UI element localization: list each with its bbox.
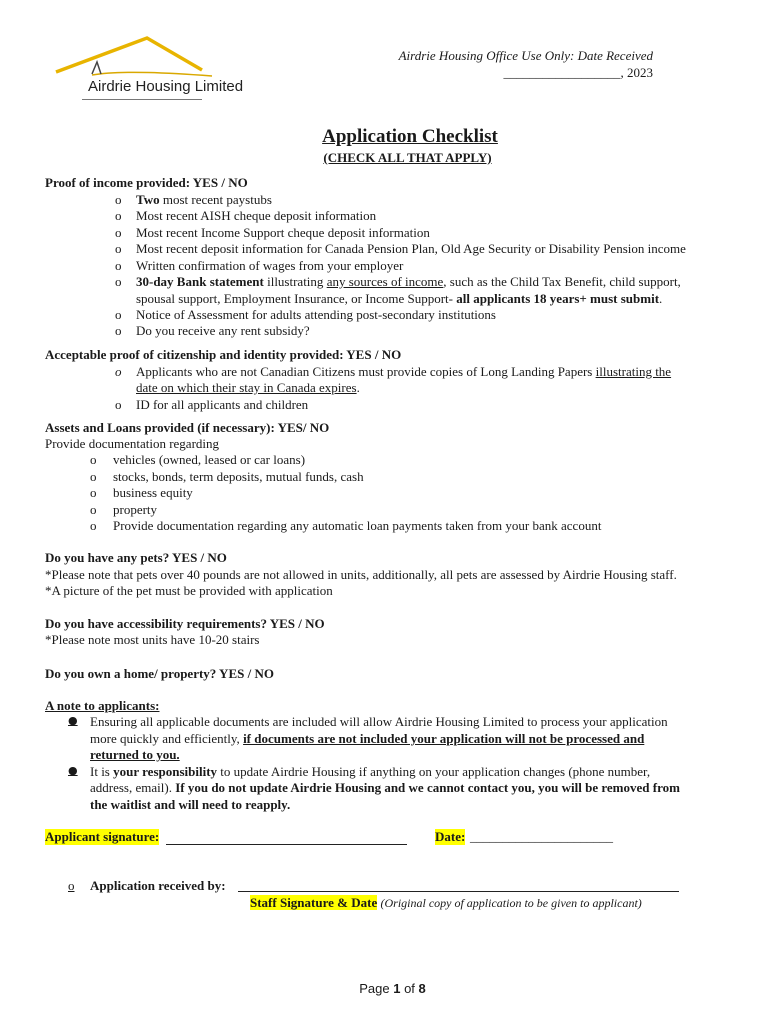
citizenship-item [136, 364, 671, 380]
income-heading: Proof of income provided: YES / NO [45, 175, 248, 190]
note-text-plain: more quickly and efficiently, [90, 731, 244, 746]
income-item-text: most recent paystubs [159, 192, 272, 207]
page-total: 8 [418, 981, 426, 996]
assets-item: Provide documentation regarding any automatic loan payments taken from your bank account [113, 518, 602, 533]
note-text [90, 731, 644, 747]
note-text-plain: to update Airdrie Housing if anything on your application changes (phone number, [217, 764, 651, 779]
applicant-signature-label: Applicant signature: [45, 829, 160, 844]
income-item-bold: 30-day Bank statement [136, 274, 264, 289]
page-subtitle: (CHECK ALL THAT APPLY) [323, 150, 492, 165]
assets-item: stocks, bonds, term deposits, mutual funds, cash [113, 469, 364, 484]
citizenship-item-text: Applicants who are not Canadian Citizens must provide copies of Long Landing Papers [136, 364, 596, 379]
date-label: Date: [435, 829, 466, 844]
checkbox-bullet[interactable]: o [90, 502, 97, 517]
accessibility-heading: Do you have accessibility requirements? YES / NO [45, 616, 325, 631]
staff-signature-note: (Original copy of application to be given to applicant) [380, 896, 642, 910]
income-item [136, 274, 681, 290]
income-item-text: illustrating [263, 274, 327, 289]
pets-note: *A picture of the pet must be provided with application [45, 583, 333, 598]
staff-signature-row [250, 895, 642, 911]
checkbox-bullet[interactable]: o [115, 241, 122, 256]
citizenship-item-continued [136, 380, 360, 396]
note-text [90, 764, 650, 780]
accessibility-note: *Please note most units have 10-20 stairs [45, 632, 260, 647]
note-text-bold: If you do not update Airdrie Housing and we cannot contact you, you will be removed from [175, 780, 680, 795]
page-of: of [400, 981, 419, 996]
checkbox-bullet[interactable]: o [115, 208, 122, 223]
pets-heading: Do you have any pets? YES / NO [45, 550, 227, 565]
checkbox-bullet[interactable]: o [115, 397, 122, 412]
checkbox-bullet[interactable]: o [115, 307, 122, 322]
logo-underline [82, 99, 202, 100]
assets-item: business equity [113, 485, 193, 500]
assets-item: vehicles (owned, leased or car loans) [113, 452, 306, 467]
income-item-bold: Two [136, 192, 160, 207]
checkbox-bullet[interactable]: o [115, 258, 122, 273]
page-current: 1 [393, 981, 401, 996]
citizenship-item-text: . [356, 380, 360, 395]
home-heading: Do you own a home/ property? YES / NO [45, 666, 274, 681]
checkbox-bullet[interactable]: o [115, 192, 122, 207]
assets-intro: Provide documentation regarding [45, 436, 220, 451]
income-item: Most recent deposit information for Canada Pension Plan, Old Age Security or Disability Pension income [136, 241, 686, 256]
income-item-bold: all applicants 18 years+ must submit [456, 291, 660, 306]
page-number [0, 981, 770, 996]
note-text-plain: address, email). [90, 780, 176, 795]
checkbox-bullet[interactable]: o [90, 452, 97, 467]
note-text-emphasis: if documents are not included your application will not be processed and [243, 731, 645, 746]
received-by-field[interactable] [238, 879, 679, 892]
note-bullet: ● [68, 714, 78, 727]
income-item [136, 192, 272, 208]
assets-item: property [113, 502, 158, 517]
note-heading: A note to applicants: [45, 698, 160, 713]
staff-signature-label: Staff Signature & Date [250, 895, 378, 910]
checkbox-bullet[interactable]: o [90, 469, 97, 484]
income-item-underlined: any sources of income [326, 274, 444, 289]
income-item: Written confirmation of wages from your employer [136, 258, 404, 273]
income-item: Most recent Income Support cheque deposit information [136, 225, 430, 240]
date-field[interactable]: ______________________ [470, 829, 613, 844]
assets-heading: Assets and Loans provided (if necessary): YES/ NO [45, 420, 330, 435]
citizenship-item-underlined: illustrating the [595, 364, 672, 379]
page-label: Page [359, 981, 394, 996]
income-item: Do you receive any rent subsidy? [136, 323, 310, 338]
note-bullet: ● [68, 764, 78, 777]
note-text [90, 780, 680, 796]
logo-roof-icon [52, 32, 252, 80]
note-text-bold: your responsibility [113, 764, 218, 779]
received-by-label: Application received by: [90, 878, 226, 893]
note-text-bold: the waitlist and will need to reapply. [90, 797, 291, 812]
page-title: Application Checklist [322, 126, 498, 147]
checkbox-bullet[interactable]: o [115, 364, 122, 379]
note-text: Ensuring all applicable documents are included will allow Airdrie Housing Limited to process your application [90, 714, 668, 729]
note-text-emphasis: returned to you. [90, 747, 180, 762]
checkbox-bullet[interactable]: o [90, 485, 97, 500]
office-use-date: __________________, 2023 [503, 65, 653, 80]
pets-note: *Please note that pets over 40 pounds are not allowed in units, additionally, all pets are assessed by Airdrie Housing staff. [45, 567, 677, 582]
income-item-continued [136, 291, 662, 307]
income-item: Most recent AISH cheque deposit information [136, 208, 377, 223]
citizenship-item: ID for all applicants and children [136, 397, 309, 412]
applicant-signature-field[interactable] [166, 830, 407, 845]
office-use-label: Airdrie Housing Office Use Only: Date Received [398, 48, 653, 63]
checkbox-bullet[interactable]: o [115, 323, 122, 338]
note-text-plain: It is [90, 764, 114, 779]
income-item-text: . [659, 291, 663, 306]
checkbox-bullet[interactable]: o [68, 878, 75, 893]
logo-text: Airdrie Housing Limited [88, 78, 244, 95]
income-item: Notice of Assessment for adults attending post-secondary institutions [136, 307, 496, 322]
income-item-text: , such as the Child Tax Benefit, child support, [443, 274, 681, 289]
checkbox-bullet[interactable]: o [90, 518, 97, 533]
checkbox-bullet[interactable]: o [115, 225, 122, 240]
checkbox-bullet[interactable]: o [115, 274, 122, 289]
citizenship-item-underlined: date on which their stay in Canada expires [136, 380, 357, 395]
income-item-text: spousal support, Employment Insurance, or Income Support- [136, 291, 457, 306]
citizenship-heading: Acceptable proof of citizenship and identity provided: YES / NO [45, 347, 402, 362]
